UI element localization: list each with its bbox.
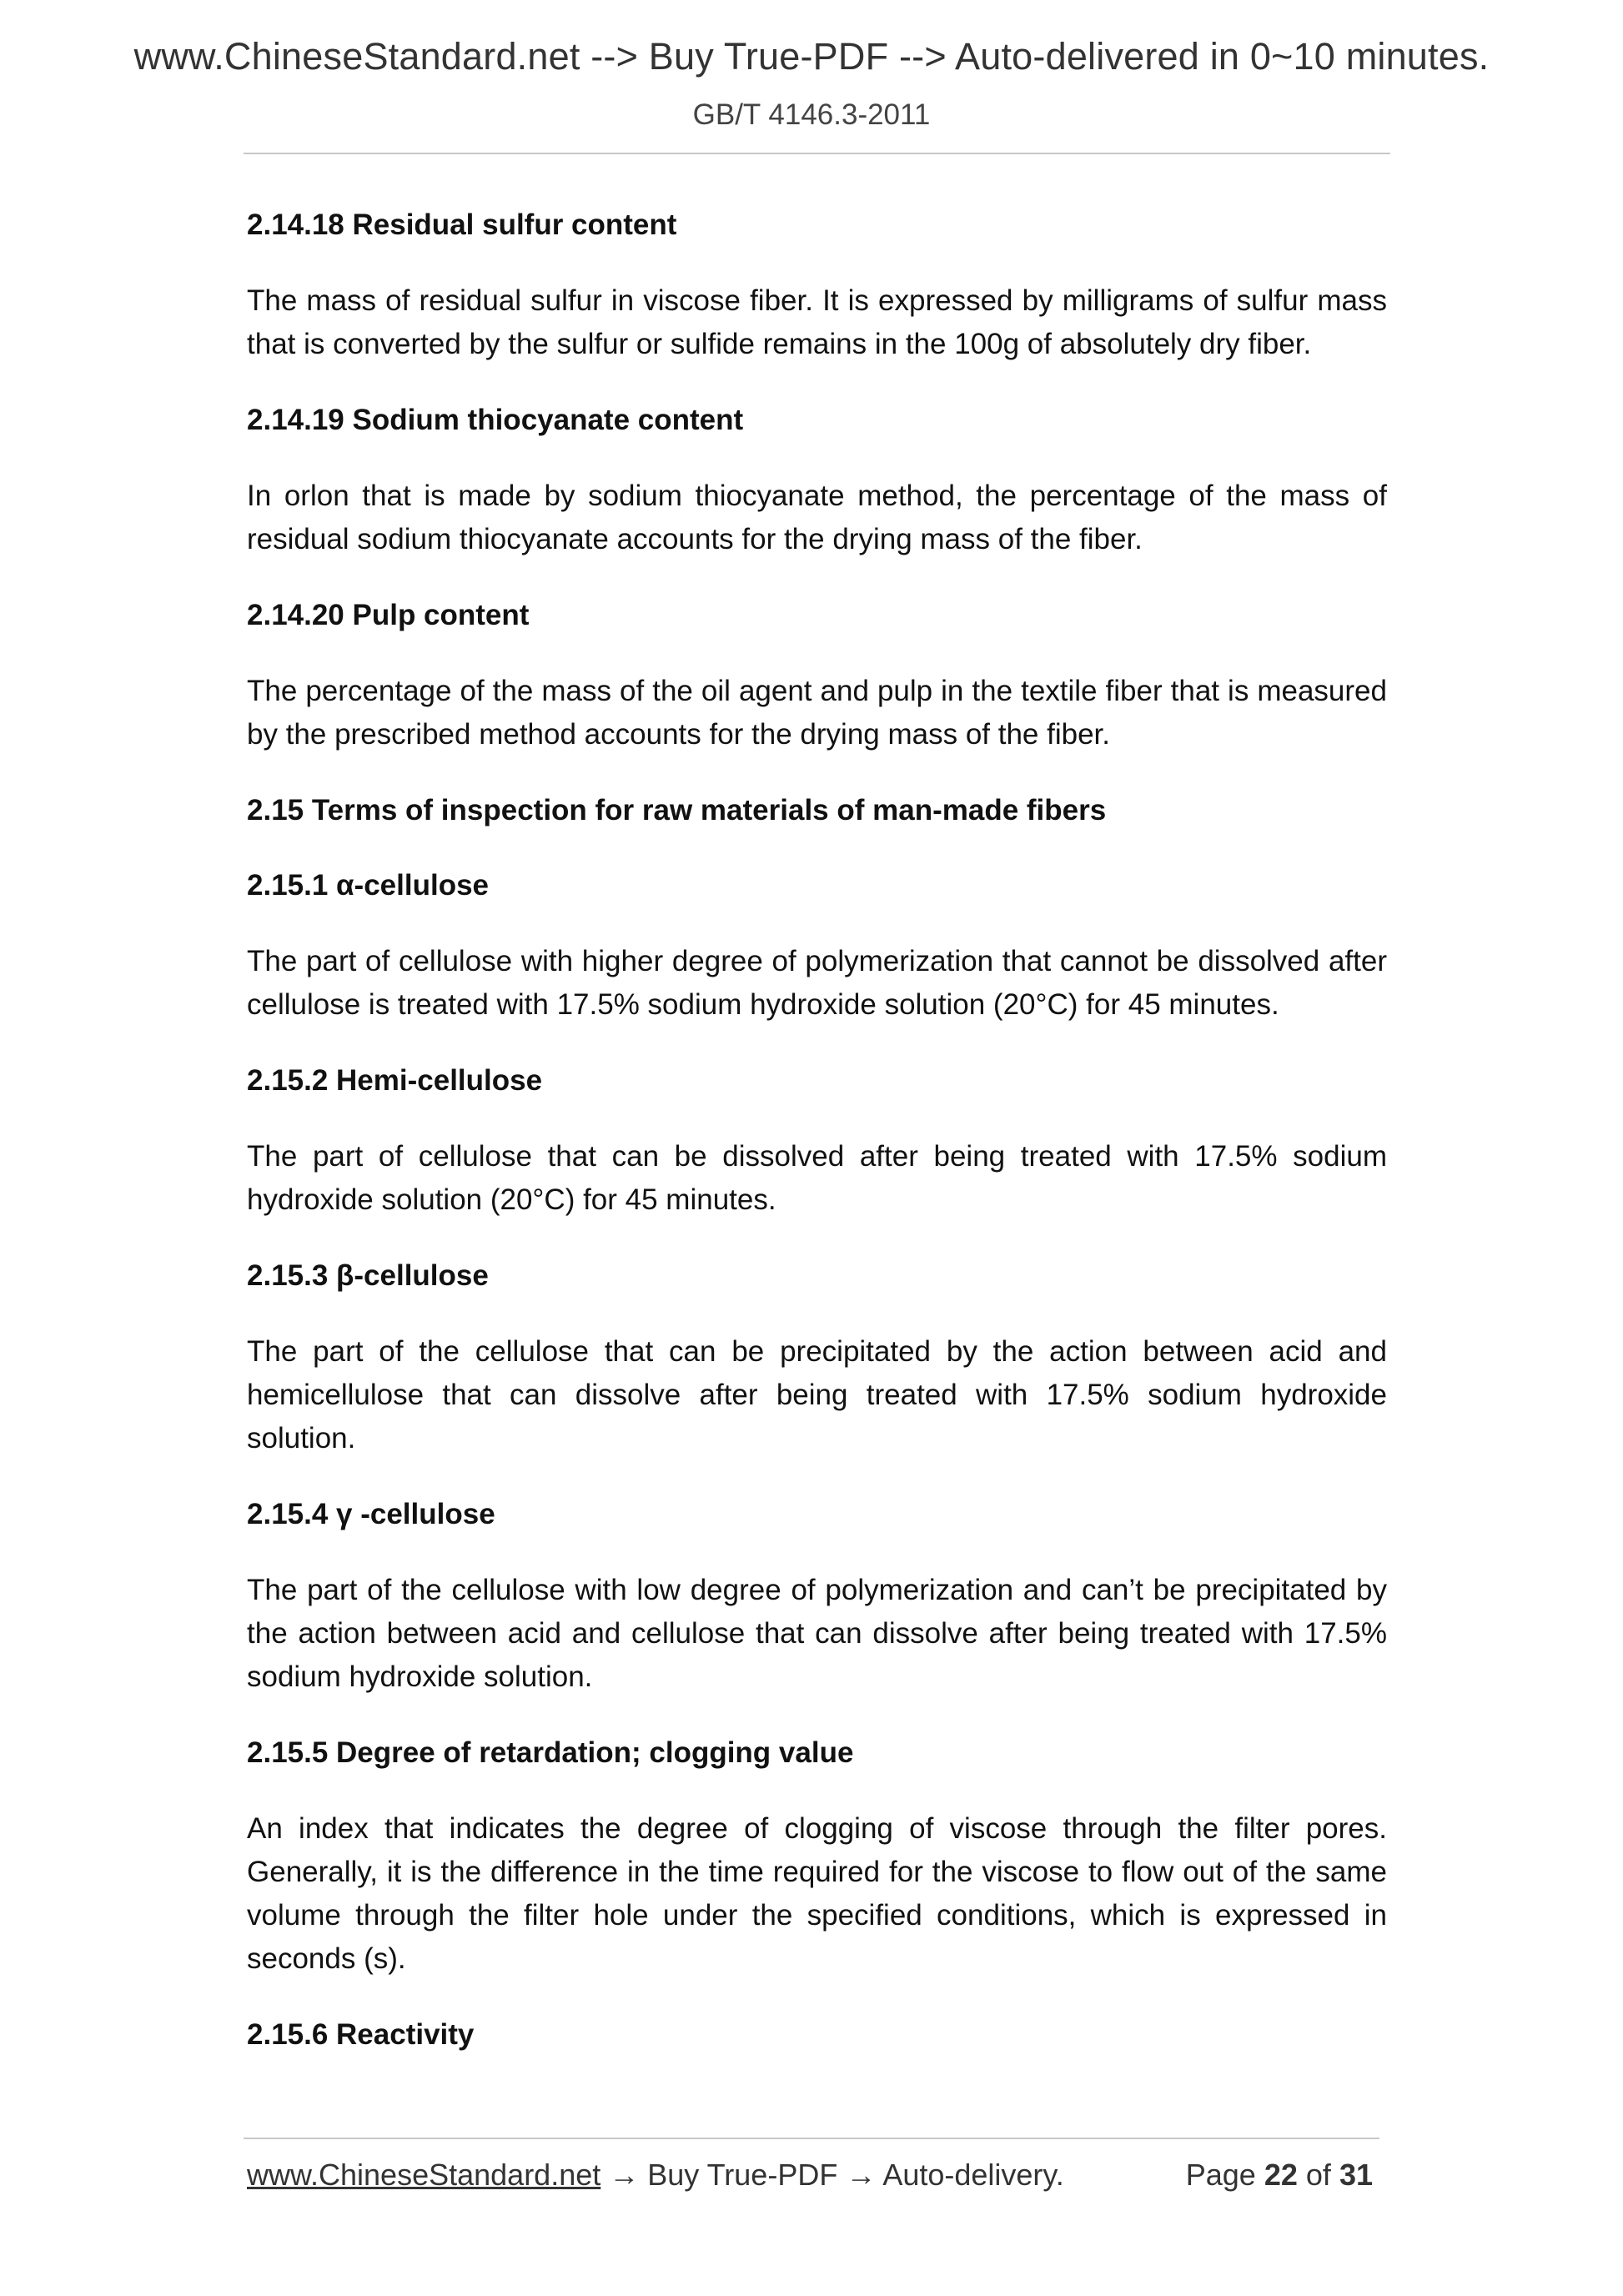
section-text: The percentage of the mass of the oil agent and pulp in the textile fiber that is measured by the prescribed method accounts for the drying mass of the fiber. — [247, 675, 1387, 751]
footer-tagline: → Buy True-PDF → Auto-delivery. — [600, 2158, 1064, 2192]
footer-site-link[interactable]: www.ChineseStandard.net — [247, 2158, 601, 2192]
section-heading: 2.15.6 Reactivity — [247, 2018, 475, 2051]
section-text: In orlon that is made by sodium thiocyanate method, the percentage of the mass of residual sodium thiocyanate accounts for the drying mass of the fiber. — [247, 480, 1387, 555]
page-label: Page — [1185, 2158, 1256, 2192]
document-body — [247, 204, 1387, 2089]
section-heading: 2.15.4 γ -cellulose — [247, 1498, 495, 1530]
page-current: 22 — [1264, 2158, 1298, 2192]
section-heading: 2.15.5 Degree of retardation; clogging value — [247, 1736, 854, 1769]
page-total: 31 — [1339, 2158, 1373, 2192]
section-text: The part of cellulose with higher degree of polymerization that cannot be dissolved after cellulose is treated with 17.5% sodium hydroxide solution (20°C) for 45 minutes. — [247, 945, 1387, 1021]
page-footer — [247, 2158, 1379, 2193]
footer-divider — [244, 2138, 1379, 2139]
section-text: The part of the cellulose that can be precipitated by the action between acid and hemicellulose that can dissolve after being treated with 17.5% sodium hydroxide solution. — [247, 1335, 1387, 1454]
section-heading: 2.15.1 α-cellulose — [247, 869, 489, 902]
section-heading: 2.15.3 β-cellulose — [247, 1259, 489, 1292]
section-text: An index that indicates the degree of clogging of viscose through the filter pores. Generally, it is the difference in the time required for the viscose to flow out of the same volume through the filter hole under the specified conditions, which is expressed in seconds (s). — [247, 1812, 1387, 1975]
page-indicator — [1186, 2158, 1373, 2193]
header-divider — [244, 153, 1390, 154]
section-heading: 2.14.18 Residual sulfur content — [247, 208, 677, 241]
section-heading: 2.14.20 Pulp content — [247, 599, 530, 631]
section-text: The part of cellulose that can be dissolved after being treated with 17.5% sodium hydroxide solution (20°C) for 45 minutes. — [247, 1140, 1387, 1216]
page-of-label: of — [1305, 2158, 1331, 2192]
section-heading: 2.14.19 Sodium thiocyanate content — [247, 404, 744, 436]
section-text: The mass of residual sulfur in viscose fiber. It is expressed by milligrams of sulfur mass that is converted by the sulfur or sulfide remains in the 100g of absolutely dry fiber. — [247, 284, 1387, 360]
section-heading: 2.15 Terms of inspection for raw materials of man-made fibers — [247, 794, 1107, 826]
standard-code: GB/T 4146.3-2011 — [692, 98, 931, 131]
top-banner: www.ChineseStandard.net --> Buy True-PDF --> Auto-delivered in 0~10 minutes. — [133, 35, 1490, 78]
section-heading: 2.15.2 Hemi-cellulose — [247, 1064, 543, 1097]
section-text: The part of the cellulose with low degree of polymerization and can’t be precipitated by the action between acid and cellulose that can dissolve after being treated with 17.5% sodium hydroxide solution. — [247, 1574, 1387, 1693]
